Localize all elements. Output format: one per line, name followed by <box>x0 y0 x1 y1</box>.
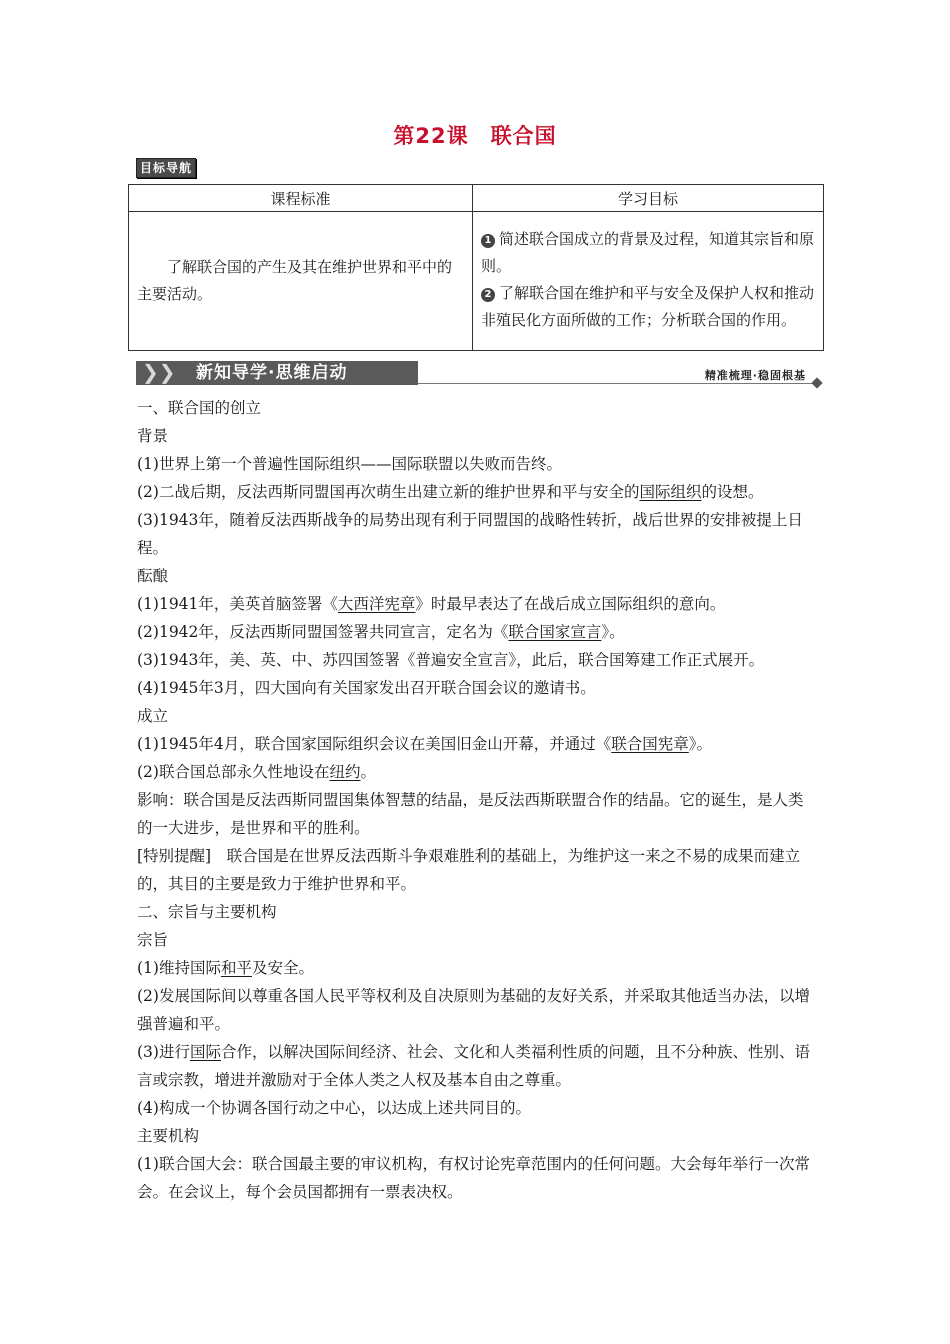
body-paragraph: (2)联合国总部永久性地设在纽约。 <box>137 763 376 781</box>
body-paragraph: (4)1945年3月，四大国向有关国家发出召开联合国会议的邀请书。 <box>137 679 596 697</box>
body-paragraph: (1)维持国际和平及安全。 <box>137 959 314 977</box>
underlined-term: 纽约 <box>329 763 361 781</box>
underlined-term: 联合国家宣言 <box>508 623 602 641</box>
body-paragraph: (1)1945年4月，联合国家国际组织会议在美国旧金山开幕，并通过《联合国宪章》。 <box>137 735 713 753</box>
body-paragraph: (2)发展国际间以尊重各国人民平等权利及自决原则为基础的友好关系，并采取其他适当办法，以增强普遍和平。 <box>137 987 810 1033</box>
objectives-table <box>128 184 824 351</box>
body-content <box>137 394 817 1206</box>
body-paragraph: 酝酿 <box>137 567 169 585</box>
curriculum-standard-cell: 了解联合国的产生及其在维护世界和平中的主要活动。 <box>129 212 473 351</box>
body-paragraph: (1)世界上第一个普遍性国际组织——国际联盟以失败而告终。 <box>137 455 562 473</box>
body-paragraph: 背景 <box>137 427 169 445</box>
goal-text: 简述联合国成立的背景及过程，知道其宗旨和原则。 <box>481 230 815 275</box>
underlined-term: 大西洋宪章 <box>337 595 416 613</box>
body-paragraph: 宗旨 <box>137 931 169 949</box>
body-paragraph: 一、联合国的创立 <box>137 399 262 417</box>
header-learning-goals: 学习目标 <box>473 185 824 212</box>
body-paragraph: (1)1941年，美英首脑签署《大西洋宪章》时最早表达了在战后成立国际组织的意向。 <box>137 595 726 613</box>
page-title: 第22课 联合国 <box>393 124 557 148</box>
double-chevron-icon: ❯❯ <box>142 360 176 384</box>
underlined-term: 国际 <box>189 1043 221 1061</box>
nav-badge: 目标导航 <box>136 158 196 178</box>
body-paragraph: 影响：联合国是反法西斯同盟国集体智慧的结晶，是反法西斯联盟合作的结晶。它的诞生，是人类的一大进步，是世界和平的胜利。 <box>137 791 804 837</box>
body-paragraph: [特别提醒] 联合国是在世界反法西斯斗争艰难胜利的基础上，为维护这一来之不易的成果而建立的，其目的主要是致力于维护世界和平。 <box>137 847 801 893</box>
goal-text: 了解联合国在维护和平与安全及保护人权和推动非殖民化方面所做的工作；分析联合国的作用。 <box>481 284 815 329</box>
goal-item <box>481 280 815 334</box>
body-paragraph: (3)1943年，美、英、中、苏四国签署《普遍安全宣言》，此后，联合国筹建工作正式展开。 <box>137 651 765 669</box>
body-paragraph: 成立 <box>137 707 169 725</box>
diamond-icon <box>811 377 822 388</box>
banner-subtitle: 精准梳理·稳固根基 <box>704 369 806 382</box>
goal-item <box>481 226 815 280</box>
body-paragraph: 主要机构 <box>137 1127 200 1145</box>
body-paragraph: (3)1943年，随着反法西斯战争的局势出现有利于同盟国的战略性转折，战后世界的安排被提上日程。 <box>137 511 803 557</box>
body-paragraph: (2)1942年，反法西斯同盟国签署共同宣言，定名为《联合国家宣言》。 <box>137 623 625 641</box>
body-paragraph: (3)进行国际合作，以解决国际间经济、社会、文化和人类福利性质的问题，且不分种族、性别、语言或宗教，增进并激励对于全体人类之人权及基本自由之尊重。 <box>137 1043 810 1089</box>
section-banner <box>136 359 826 387</box>
body-paragraph: (2)二战后期，反法西斯同盟国再次萌生出建立新的维护世界和平与安全的国际组织的设想。 <box>137 483 764 501</box>
body-paragraph: (4)构成一个协调各国行动之中心，以达成上述共同目的。 <box>137 1099 531 1117</box>
body-paragraph: (1)联合国大会：联合国最主要的审议机构，有权讨论宪章范围内的任何问题。大会每年举行一次常会。在会议上，每个会员国都拥有一票表决权。 <box>137 1155 810 1201</box>
header-curriculum-standard: 课程标准 <box>129 185 473 212</box>
banner-title: 新知导学·思维启动 <box>196 363 348 383</box>
circled-number-icon: 2 <box>481 288 495 302</box>
body-paragraph: 二、宗旨与主要机构 <box>137 903 277 921</box>
underlined-term: 和平 <box>220 959 252 977</box>
underlined-term: 国际组织 <box>639 483 702 501</box>
banner-rule <box>418 383 816 384</box>
learning-goals-cell <box>473 212 824 351</box>
underlined-term: 联合国宪章 <box>611 735 689 753</box>
circled-number-icon: 1 <box>481 234 495 248</box>
